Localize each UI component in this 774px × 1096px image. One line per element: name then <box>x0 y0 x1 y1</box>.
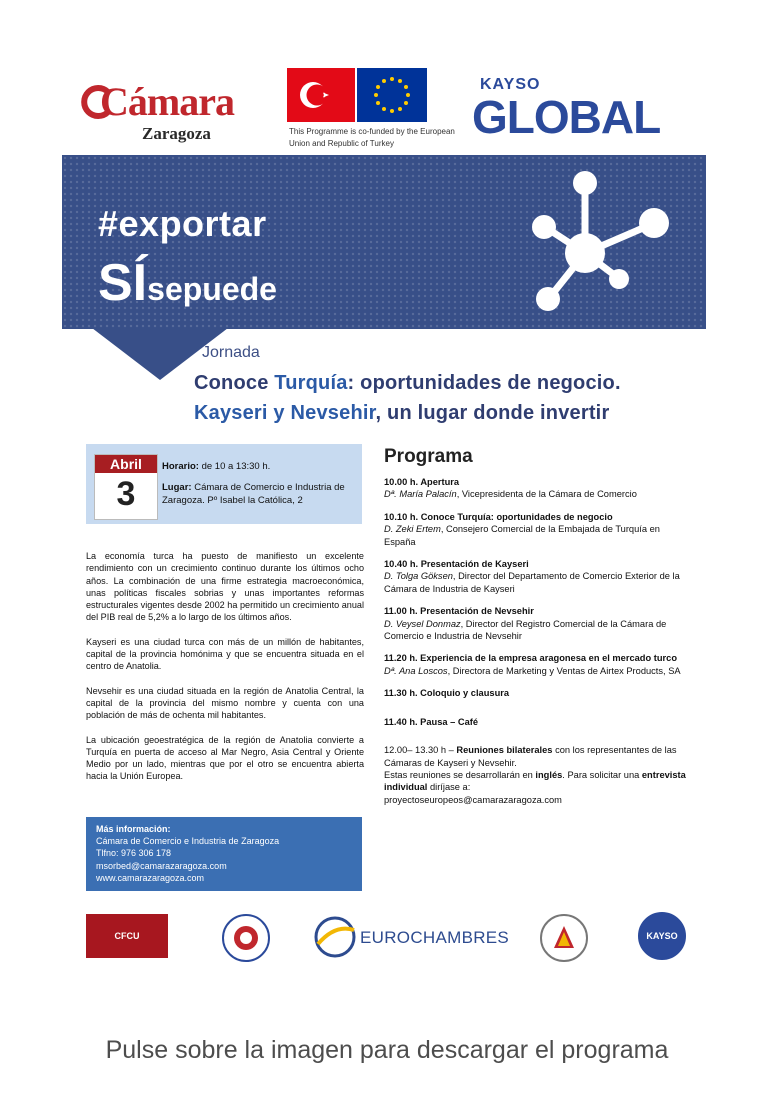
eurochambres-swoosh-icon <box>312 914 358 960</box>
lugar-value: Cámara de Comercio e Industria de Zaragoza. Pº Isabel la Católica, 2 <box>162 482 345 506</box>
download-link[interactable]: Pulse sobre la imagen para descargar el programa <box>105 1036 669 1064</box>
final-note-interview: entrevista individual <box>384 769 686 793</box>
speaker-role: , Director del Departamento de Comercio Exterior de la Cámara de Industria de Kayseri <box>384 571 680 594</box>
program-item <box>384 687 694 699</box>
final-email[interactable]: proyectoseuropeos@camarazaragoza.com <box>384 794 562 805</box>
eurochambres-logo <box>312 912 510 962</box>
contact-phone[interactable]: Tlfno: 976 306 178 <box>96 848 172 859</box>
tobb-seal-icon <box>222 914 270 962</box>
program-item <box>384 716 694 728</box>
final-time: 12.00– 13.30 h – <box>384 745 457 756</box>
speaker-role: , Vicepresidenta de la Cámara de Comercio <box>456 489 637 500</box>
program-title: Programa <box>384 446 473 467</box>
cfcu-logo: CFCU <box>86 914 168 958</box>
final-desc: con los representantes de las Cámaras de Kayseri y Nevsehir. <box>384 745 677 768</box>
calendar-card <box>94 454 158 520</box>
intro-text <box>86 550 364 795</box>
partner-logos <box>86 910 696 966</box>
program-item <box>384 511 694 548</box>
slogan <box>98 253 277 313</box>
turkey-flag-icon <box>287 68 355 122</box>
speaker: Dª. Ana Loscos <box>384 665 448 676</box>
final-note-lang: inglés <box>535 769 563 780</box>
program-item-head: 11.00 h. Presentación de Nevsehir <box>384 606 534 617</box>
program-item <box>384 652 694 677</box>
speaker: Dª. María Palacín <box>384 489 457 500</box>
contact-web[interactable]: www.camarazaragoza.com <box>96 872 205 883</box>
final-note: . Para solicitar una <box>562 769 642 780</box>
final-note: Estas reuniones se desarrollarán en <box>384 769 536 780</box>
cofund-text: This Programme is co-funded by the European Union and Republic of Turkey <box>289 127 455 148</box>
horario-label: Horario: <box>162 461 199 472</box>
program-item <box>384 605 694 642</box>
paragraph: La ubicación geoestratégica de la región de Anatolia convierte a Turquía en puerta de acceso al Mar Negro, Asia Central y Oriente Medio por un lado, mientras que por el otro se encuentra abierta hacia la Unión Europea. <box>86 734 364 782</box>
eu-turkey-flags <box>287 68 457 164</box>
camara-logo <box>78 78 278 148</box>
program-item-head: 11.40 h. Pausa – Café <box>384 716 479 727</box>
title-highlight: Turquía <box>274 372 348 394</box>
nevsehir-seal-icon <box>540 914 588 962</box>
speaker-role: , Directora de Marketing y Ventas de Airtex Products, SA <box>447 665 681 676</box>
kayso-badge: KAYSO <box>638 912 686 960</box>
program-item-head: 11.30 h. Coloquio y clausura <box>384 688 510 699</box>
date-month: Abril <box>95 455 157 473</box>
speaker-role: , Consejero Comercial de la Embajada de Turquía en España <box>384 524 660 547</box>
speaker: D. Zeki Ertem <box>384 524 441 535</box>
program-item-head: 10.10 h. Conoce Turquía: oportunidades de negocio <box>384 511 613 522</box>
lugar-label: Lugar: <box>162 482 192 493</box>
title-part: : oportunidades de negocio. <box>347 372 621 394</box>
title-part: Conoce <box>194 372 275 394</box>
banner <box>62 155 706 329</box>
camara-city: Zaragoza <box>142 124 211 143</box>
speaker: D. Veysel Donmaz <box>384 618 461 629</box>
program-item-final <box>384 744 694 806</box>
kayso-label: KAYSO <box>480 76 541 93</box>
paragraph: Kayseri es una ciudad turca con más de un millón de habitantes, capital de la provincia homónima y que se encuentra situada en el centro de Anatolia. <box>86 636 364 672</box>
contact-email[interactable]: msorbed@camarazaragoza.com <box>96 860 227 871</box>
date-info <box>162 460 358 515</box>
program-item <box>384 476 694 501</box>
final-head: Reuniones bilaterales <box>456 745 553 756</box>
eurochambres-text: EUROCHAMBRES <box>360 928 510 947</box>
slogan-si: SÍ <box>98 254 148 312</box>
flyer[interactable] <box>62 58 706 971</box>
speaker: D. Tolga Göksen <box>384 571 453 582</box>
event-kind: Jornada <box>202 344 260 361</box>
paragraph: La economía turca ha puesto de manifiesto un excelente rendimiento con un crecimiento continuo durante los últimos ocho años. La combinación de una firme estrategia macroeconómica, unas políticas fiscales sobrias y unas importantes reformas estructurales vigentes desde 2002 ha permitido un crecimiento anual del PIB real de 5,2% a lo largo de los últimos años. <box>86 551 364 623</box>
global-label: GLOBAL <box>472 91 661 143</box>
title-highlight: Kayseri y Nevsehir <box>194 402 376 424</box>
program-item-head: 11.20 h. Experiencia de la empresa aragonesa en el mercado turco <box>384 653 677 664</box>
slogan-sepuede: sepuede <box>147 271 277 307</box>
contact-org: Cámara de Comercio e Industria de Zaragoza <box>96 836 280 847</box>
eu-flag-icon <box>357 68 427 122</box>
final-note: diríjase a: <box>427 782 471 793</box>
event-title <box>194 368 704 428</box>
program-item-head: 10.00 h. Apertura <box>384 477 460 487</box>
program-item-head: 10.40 h. Presentación de Kayseri <box>384 559 529 570</box>
hashtag: #exportar <box>98 203 267 244</box>
program-list <box>384 476 694 816</box>
program-item <box>384 558 694 595</box>
title-part: , un lugar donde invertir <box>375 402 610 424</box>
kayso-global-logo <box>472 76 702 156</box>
paragraph: Nevsehir es una ciudad situada en la región de Anatolia Central, la capital de la provincia del mismo nombre y cuenta con una población de más de ochenta mil habitantes. <box>86 685 364 721</box>
contact-title: Más información: <box>96 824 171 834</box>
contact-box <box>86 817 362 891</box>
camara-brand: Cámara <box>100 79 234 124</box>
speaker-role: , Director del Registro Comercial de la Cámara de Comercio e Industria de Nevsehir <box>384 618 667 642</box>
date-day: 3 <box>116 475 136 513</box>
horario-value: de 10 a 13:30 h. <box>198 461 271 472</box>
network-icon <box>522 165 692 325</box>
